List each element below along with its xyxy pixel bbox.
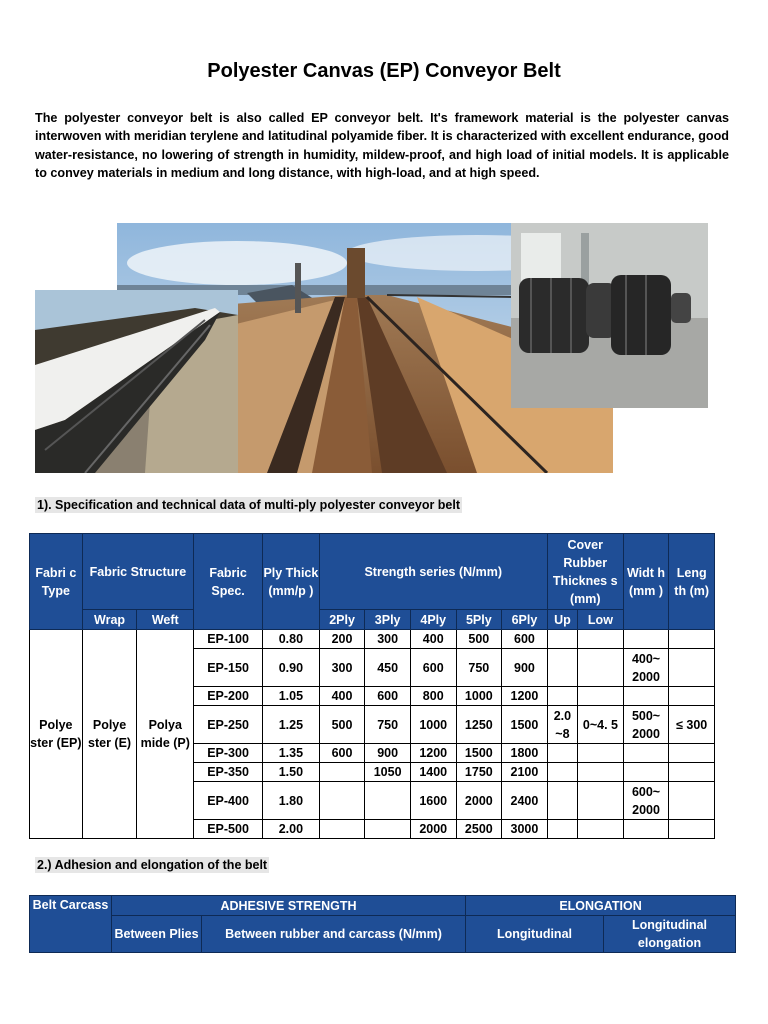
intro-paragraph: The polyester conveyor belt is also called EP conveyor belt. It's framework material is the polyester canvas interwoven with meridian terylene and latitudinal polyamide fiber. It is characterized with excellent endurance, good water-resistance, no lowering of strength in humidity, mildew-proof, and high load of initial models. It is applicable to convey materials in medium and long distance, with high-load, and at high speed.: [35, 111, 729, 181]
cell-strength: 1800: [502, 744, 548, 763]
cell-spec: EP-150: [194, 649, 263, 687]
cell-strength: 1200: [502, 687, 548, 706]
cell-strength: [365, 782, 411, 820]
cell-strength: [319, 763, 365, 782]
cell-width: 500~ 2000: [623, 706, 669, 744]
header-width: Widt h (mm ): [623, 534, 669, 630]
cell-strength: 400: [319, 687, 365, 706]
header-ply-5: 5Ply: [456, 610, 502, 630]
cell-empty: [669, 763, 715, 782]
cell-length: ≤ 300: [669, 706, 715, 744]
cell-spec: EP-400: [194, 782, 263, 820]
cell-empty: [547, 820, 577, 839]
photo-collage: [35, 223, 708, 475]
cell-empty: [578, 744, 624, 763]
cell-empty: [547, 763, 577, 782]
cell-spec: EP-200: [194, 687, 263, 706]
cell-empty: [623, 630, 669, 649]
cell-strength: 600: [365, 687, 411, 706]
cell-strength: 1050: [365, 763, 411, 782]
header-fabric-type: Fabri c Type: [30, 534, 83, 630]
cell-spec: EP-250: [194, 706, 263, 744]
cell-strength: 900: [365, 744, 411, 763]
cell-strength: [319, 820, 365, 839]
cell-strength: 900: [502, 649, 548, 687]
header-elongation: ELONGATION: [466, 896, 736, 916]
header-between-rubber-carcass: Between rubber and carcass (N/mm): [202, 916, 466, 953]
cell-strength: [319, 782, 365, 820]
cell-empty: [547, 782, 577, 820]
cell-width: 600~ 2000: [623, 782, 669, 820]
cell-empty: [578, 763, 624, 782]
cell-strength: 750: [365, 706, 411, 744]
cell-strength: 1750: [456, 763, 502, 782]
cell-strength: 1600: [410, 782, 456, 820]
cell-strength: 400: [410, 630, 456, 649]
header-fabric-spec: Fabric Spec.: [194, 534, 263, 630]
cell-empty: [669, 649, 715, 687]
cell-empty: [669, 687, 715, 706]
cell-strength: 2400: [502, 782, 548, 820]
cell-strength: 1000: [410, 706, 456, 744]
cell-thick: 1.25: [263, 706, 320, 744]
cell-strength: 3000: [502, 820, 548, 839]
cell-strength: 600: [502, 630, 548, 649]
cell-spec: EP-300: [194, 744, 263, 763]
cell-strength: 2500: [456, 820, 502, 839]
cell-empty: [623, 820, 669, 839]
cell-wrap: Polye ster (E): [82, 630, 137, 839]
cell-strength: 1200: [410, 744, 456, 763]
cell-strength: 500: [456, 630, 502, 649]
cell-weft: Polya mide (P): [137, 630, 194, 839]
cell-thick: 0.80: [263, 630, 320, 649]
header-cover-up: Up: [547, 610, 577, 630]
header-length: Leng th (m): [669, 534, 715, 630]
cell-thick: 0.90: [263, 649, 320, 687]
cell-strength: 200: [319, 630, 365, 649]
header-cover-low: Low: [578, 610, 624, 630]
cell-empty: [578, 782, 624, 820]
page-title: Polyester Canvas (EP) Conveyor Belt: [207, 60, 561, 82]
header-ply-4: 4Ply: [410, 610, 456, 630]
cell-width: 400~ 2000: [623, 649, 669, 687]
cell-empty: [547, 649, 577, 687]
cell-strength: 500: [319, 706, 365, 744]
spec-table: [29, 533, 715, 839]
cell-empty: [623, 744, 669, 763]
section-title-spec: 1). Specification and technical data of multi-ply polyester conveyor belt: [37, 498, 461, 512]
cell-empty: [623, 763, 669, 782]
cell-cover-up: 2.0 ~8: [547, 706, 577, 744]
header-weft: Weft: [137, 610, 194, 630]
cell-empty: [669, 782, 715, 820]
header-strength-series: Strength series (N/mm): [319, 534, 547, 610]
section-title-adhesion: 2.) Adhesion and elongation of the belt: [37, 858, 268, 872]
cell-strength: 1400: [410, 763, 456, 782]
header-between-plies: Between Plies: [112, 916, 202, 953]
cell-strength: 750: [456, 649, 502, 687]
cell-spec: EP-100: [194, 630, 263, 649]
cell-thick: 1.35: [263, 744, 320, 763]
header-longitudinal: Longitudinal: [466, 916, 604, 953]
cell-strength: 1500: [456, 744, 502, 763]
cell-empty: [669, 744, 715, 763]
cell-strength: 300: [319, 649, 365, 687]
header-adhesive-strength: ADHESIVE STRENGTH: [112, 896, 466, 916]
cell-strength: 2000: [456, 782, 502, 820]
photo-troughed-belt: [35, 290, 238, 473]
cell-empty: [623, 687, 669, 706]
cell-strength: 600: [319, 744, 365, 763]
cell-strength: 2100: [502, 763, 548, 782]
cell-thick: 1.05: [263, 687, 320, 706]
cell-empty: [547, 687, 577, 706]
cell-empty: [547, 630, 577, 649]
cell-empty: [669, 820, 715, 839]
cell-strength: [365, 820, 411, 839]
header-belt-carcass: Belt Carcass: [30, 896, 112, 953]
cell-empty: [669, 630, 715, 649]
cell-thick: 2.00: [263, 820, 320, 839]
cell-strength: 2000: [410, 820, 456, 839]
cell-strength: 1000: [456, 687, 502, 706]
cell-strength: 600: [410, 649, 456, 687]
cell-thick: 1.50: [263, 763, 320, 782]
cell-empty: [578, 820, 624, 839]
cell-strength: 1250: [456, 706, 502, 744]
cell-empty: [547, 744, 577, 763]
header-longitudinal-elongation: Longitudinal elongation: [604, 916, 736, 953]
table-row: [30, 630, 715, 649]
cell-thick: 1.80: [263, 782, 320, 820]
header-ply-3: 3Ply: [365, 610, 411, 630]
header-wrap: Wrap: [82, 610, 137, 630]
photo-belt-rolls: [511, 223, 708, 408]
cell-strength: 300: [365, 630, 411, 649]
cell-spec: EP-350: [194, 763, 263, 782]
cell-spec: EP-500: [194, 820, 263, 839]
adhesion-table: [29, 895, 736, 953]
cell-strength: 800: [410, 687, 456, 706]
header-ply-2: 2Ply: [319, 610, 365, 630]
cell-cover-low: 0~4. 5: [578, 706, 624, 744]
header-cover-thickness: Cover Rubber Thicknes s (mm): [547, 534, 623, 610]
cell-fabric-type: Polye ster (EP): [30, 630, 83, 839]
cell-empty: [578, 630, 624, 649]
header-fabric-structure: Fabric Structure: [82, 534, 193, 610]
header-ply-thick: Ply Thick (mm/p ): [263, 534, 320, 630]
cell-empty: [578, 649, 624, 687]
cell-strength: 1500: [502, 706, 548, 744]
cell-strength: 450: [365, 649, 411, 687]
cell-empty: [578, 687, 624, 706]
header-ply-6: 6Ply: [502, 610, 548, 630]
